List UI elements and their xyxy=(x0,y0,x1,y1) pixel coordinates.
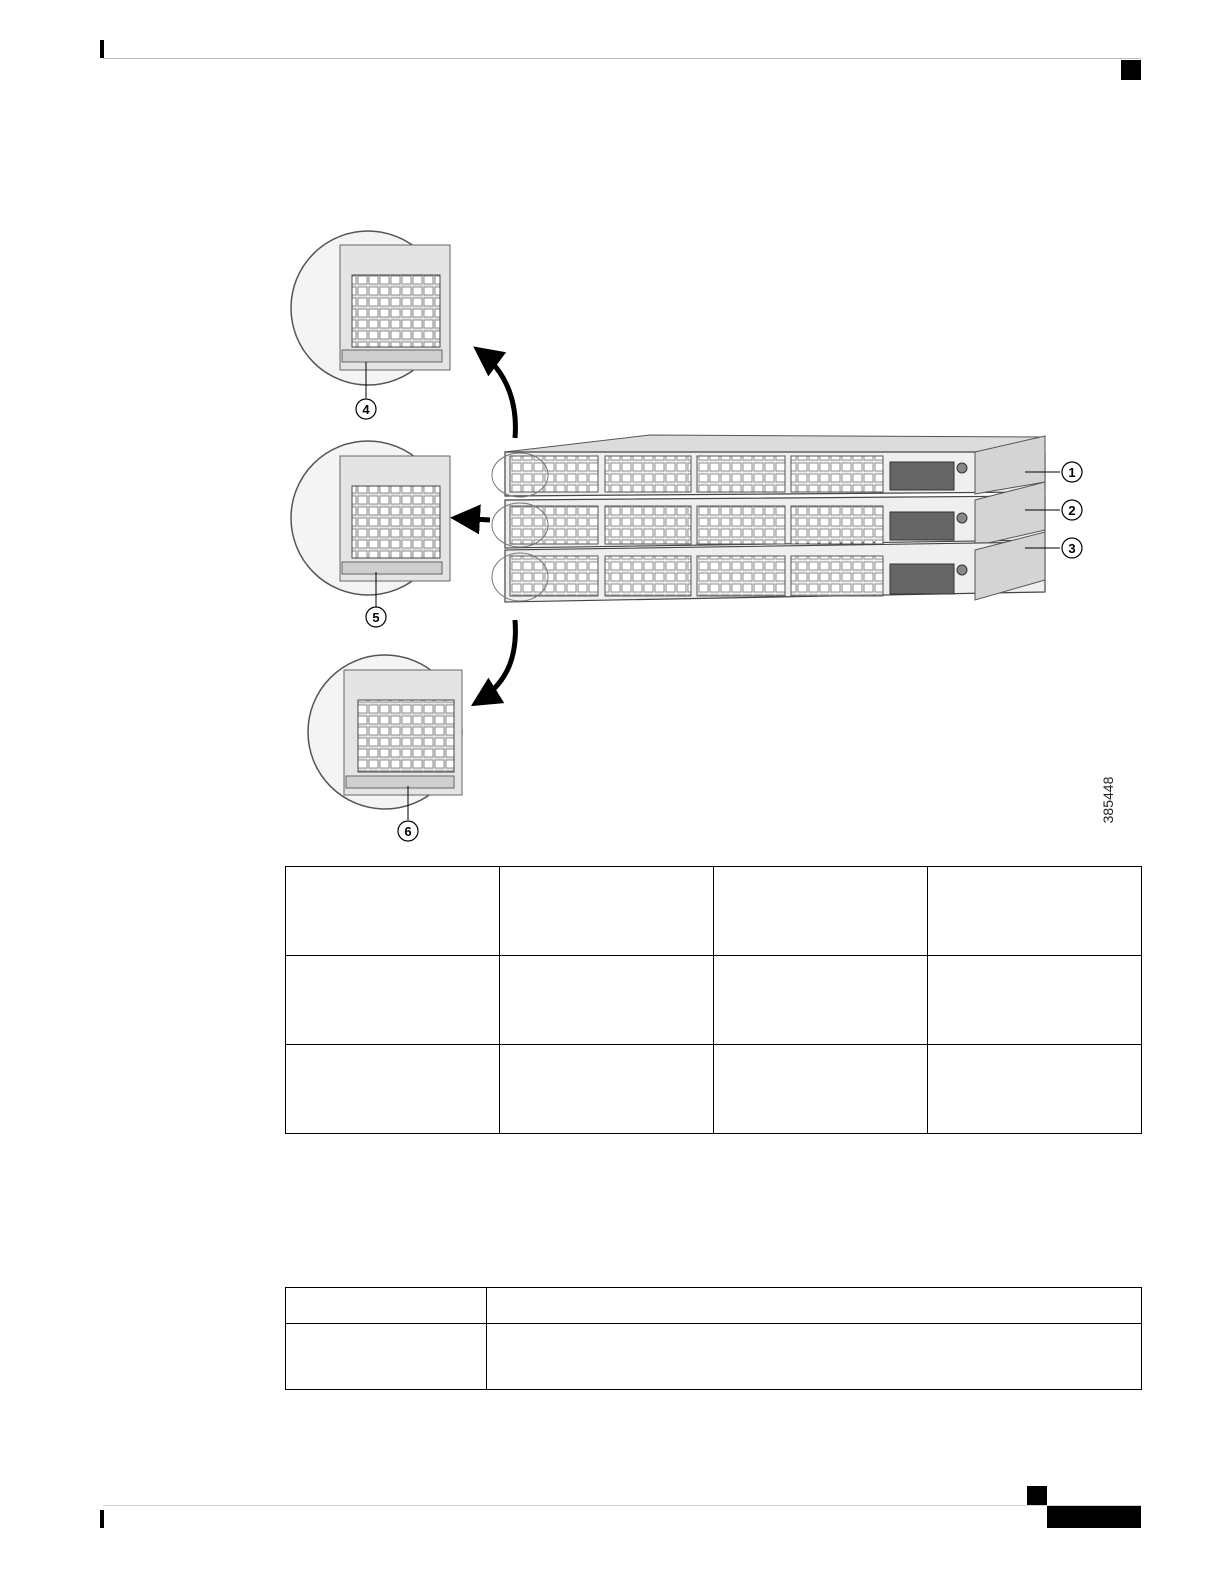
figure-id-label: 385448 xyxy=(1100,776,1116,824)
table-cell xyxy=(286,1045,500,1134)
magnified-view-top xyxy=(291,231,450,385)
footer-marker xyxy=(1027,1486,1047,1505)
arrow-icon xyxy=(476,620,515,703)
callout-number: 3 xyxy=(1068,541,1076,556)
callout-number: 4 xyxy=(362,402,370,417)
table-cell xyxy=(928,956,1142,1045)
table-cell xyxy=(500,956,714,1045)
table-1 xyxy=(285,866,1142,1134)
table-cell xyxy=(500,1045,714,1134)
header-margin-mark xyxy=(100,40,104,58)
footer-page-tab xyxy=(1047,1506,1141,1528)
table-cell xyxy=(286,956,500,1045)
table-row xyxy=(286,867,1142,956)
table-cell xyxy=(928,867,1142,956)
table-row xyxy=(286,1324,1142,1390)
footer-margin-mark xyxy=(100,1510,104,1528)
table-cell xyxy=(714,867,928,956)
magnified-view-middle xyxy=(291,441,450,595)
table-cell xyxy=(928,1045,1142,1134)
table-cell xyxy=(487,1288,1142,1324)
table-row xyxy=(286,1288,1142,1324)
arrow-icon xyxy=(478,350,515,438)
table-cell xyxy=(286,1324,487,1390)
switch-stack-illustration xyxy=(492,435,1045,602)
table-cell xyxy=(714,1045,928,1134)
table-2 xyxy=(285,1287,1142,1390)
callout-number: 2 xyxy=(1068,503,1076,518)
header-marker xyxy=(1121,60,1141,80)
table-row xyxy=(286,956,1142,1045)
table-row xyxy=(286,1045,1142,1134)
callout-number: 1 xyxy=(1068,465,1076,480)
table-cell xyxy=(500,867,714,956)
table-cell xyxy=(286,1288,487,1324)
callout-number: 5 xyxy=(372,610,380,625)
arrow-icon xyxy=(456,518,490,520)
magnified-view-bottom xyxy=(308,655,462,809)
header-rule xyxy=(103,58,1141,59)
table-cell xyxy=(714,956,928,1045)
callout-number: 6 xyxy=(404,824,412,839)
table-cell xyxy=(487,1324,1142,1390)
switch-stack-figure xyxy=(280,220,1140,850)
table-cell xyxy=(286,867,500,956)
footer-rule xyxy=(103,1505,1141,1506)
